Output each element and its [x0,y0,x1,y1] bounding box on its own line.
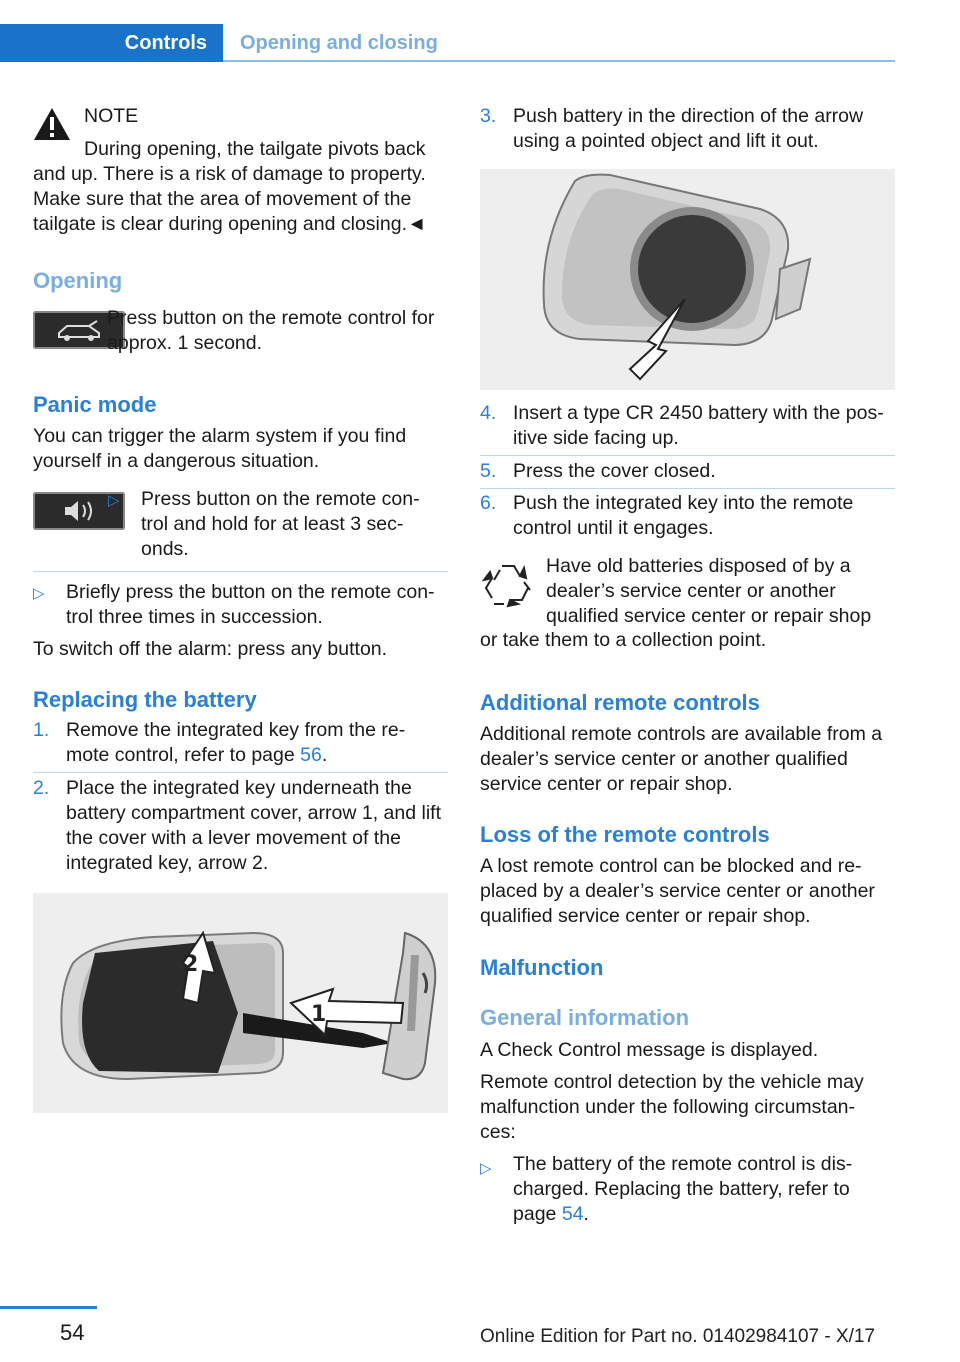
page-header [0,24,895,62]
divider [33,772,448,773]
general-info-text-1: A Check Control message is displayed. [480,1039,819,1061]
additional-remote-text: Additional remote controls are available from a dealer’s service center or another qualified service center or repair shop. [480,723,883,795]
figure-remote-cover [33,893,448,1113]
bullet-triangle-icon: ▷ [33,585,45,602]
general-info-text-2: Remote control detection by the vehicle may malfunction under the following circumstan- ces: [480,1071,864,1143]
panic-bullet-2: ▷ Briefly press the button on the remote con- trol three times in succession. [33,581,435,628]
page-number: 54 [60,1320,85,1345]
step-4: 4. Insert a type CR 2450 battery with the pos- itive side facing up. [480,402,884,449]
panic-mode-text: You can trigger the alarm system if you find yourself in a dangerous situation. [33,425,407,472]
recycle-icon [482,560,534,610]
figure-arrow-2-label: 2 [183,952,199,977]
note-title: NOTE [84,105,139,127]
opening-heading: Opening [33,268,123,293]
tab-opening-and-closing[interactable]: Opening and closing [240,32,438,54]
panic-bullet-1: ▷ Press button on the remote con- trol and hold for at least 3 sec- onds. [108,488,420,560]
page-link-56[interactable]: 56 [300,744,322,766]
divider [480,488,895,489]
recycle-text: Have old batteries disposed of by a dealer’s service center or another qualified service center or repair shop [546,555,872,627]
header-rule [223,60,895,62]
edition-text: Online Edition for Part no. 01402984107 - X/17 [480,1326,876,1347]
malfunction-bullet: ▷ The battery of the remote control is dis- charged. Replacing the battery, refer to page 54. [480,1153,853,1225]
divider [480,455,895,456]
replacing-battery-heading: Replacing the battery [33,687,257,712]
tab-controls[interactable]: Controls [0,24,223,62]
end-mark: ◄ [407,213,427,235]
page-link-54[interactable]: 54 [561,1203,584,1225]
note-line1: During opening, the tailgate pivots back [84,138,426,160]
panic-mode-heading: Panic mode [33,392,157,417]
footer-rule [0,1306,97,1309]
bullet-triangle-icon: ▷ [108,492,120,509]
general-information-heading: General information [480,1005,690,1030]
figure-arrow-1-label: 1 [311,1002,327,1027]
recycle-text-cont: or take them to a collection point. [480,629,767,651]
divider [33,571,448,572]
alarm-off-text: To switch off the alarm: press any button. [33,638,388,660]
note-text: and up. There is a risk of damage to property. Make sure that the area of movement of the tailgate is clear during opening and closing.◄ [33,163,427,235]
additional-remote-heading: Additional remote controls [480,690,760,715]
step-5: 5. Press the cover closed. [480,460,716,482]
step-3: 3. Push battery in the direction of the arrow using a pointed object and lift it out. [480,105,864,152]
step-6: 6. Push the integrated key into the remote control until it engages. [480,492,854,539]
bullet-triangle-icon: ▷ [480,1160,492,1177]
malfunction-heading: Malfunction [480,955,604,980]
step-1: 1. Remove the integrated key from the re- mote control, refer to page 56. [33,719,406,766]
loss-remote-text: A lost remote control can be blocked and re- placed by a dealer’s service center or another qualified service center or repair shop. [480,855,875,927]
step-2: 2. Place the integrated key underneath the battery compartment cover, arrow 1, and lift the cover with a lever movement of the integrated key, arrow 2. [33,777,441,874]
opening-text: Press button on the remote control for approx. 1 second. [107,307,435,354]
loss-remote-heading: Loss of the remote controls [480,822,770,847]
warning-icon [33,106,71,142]
figure-battery-removal [480,169,895,390]
